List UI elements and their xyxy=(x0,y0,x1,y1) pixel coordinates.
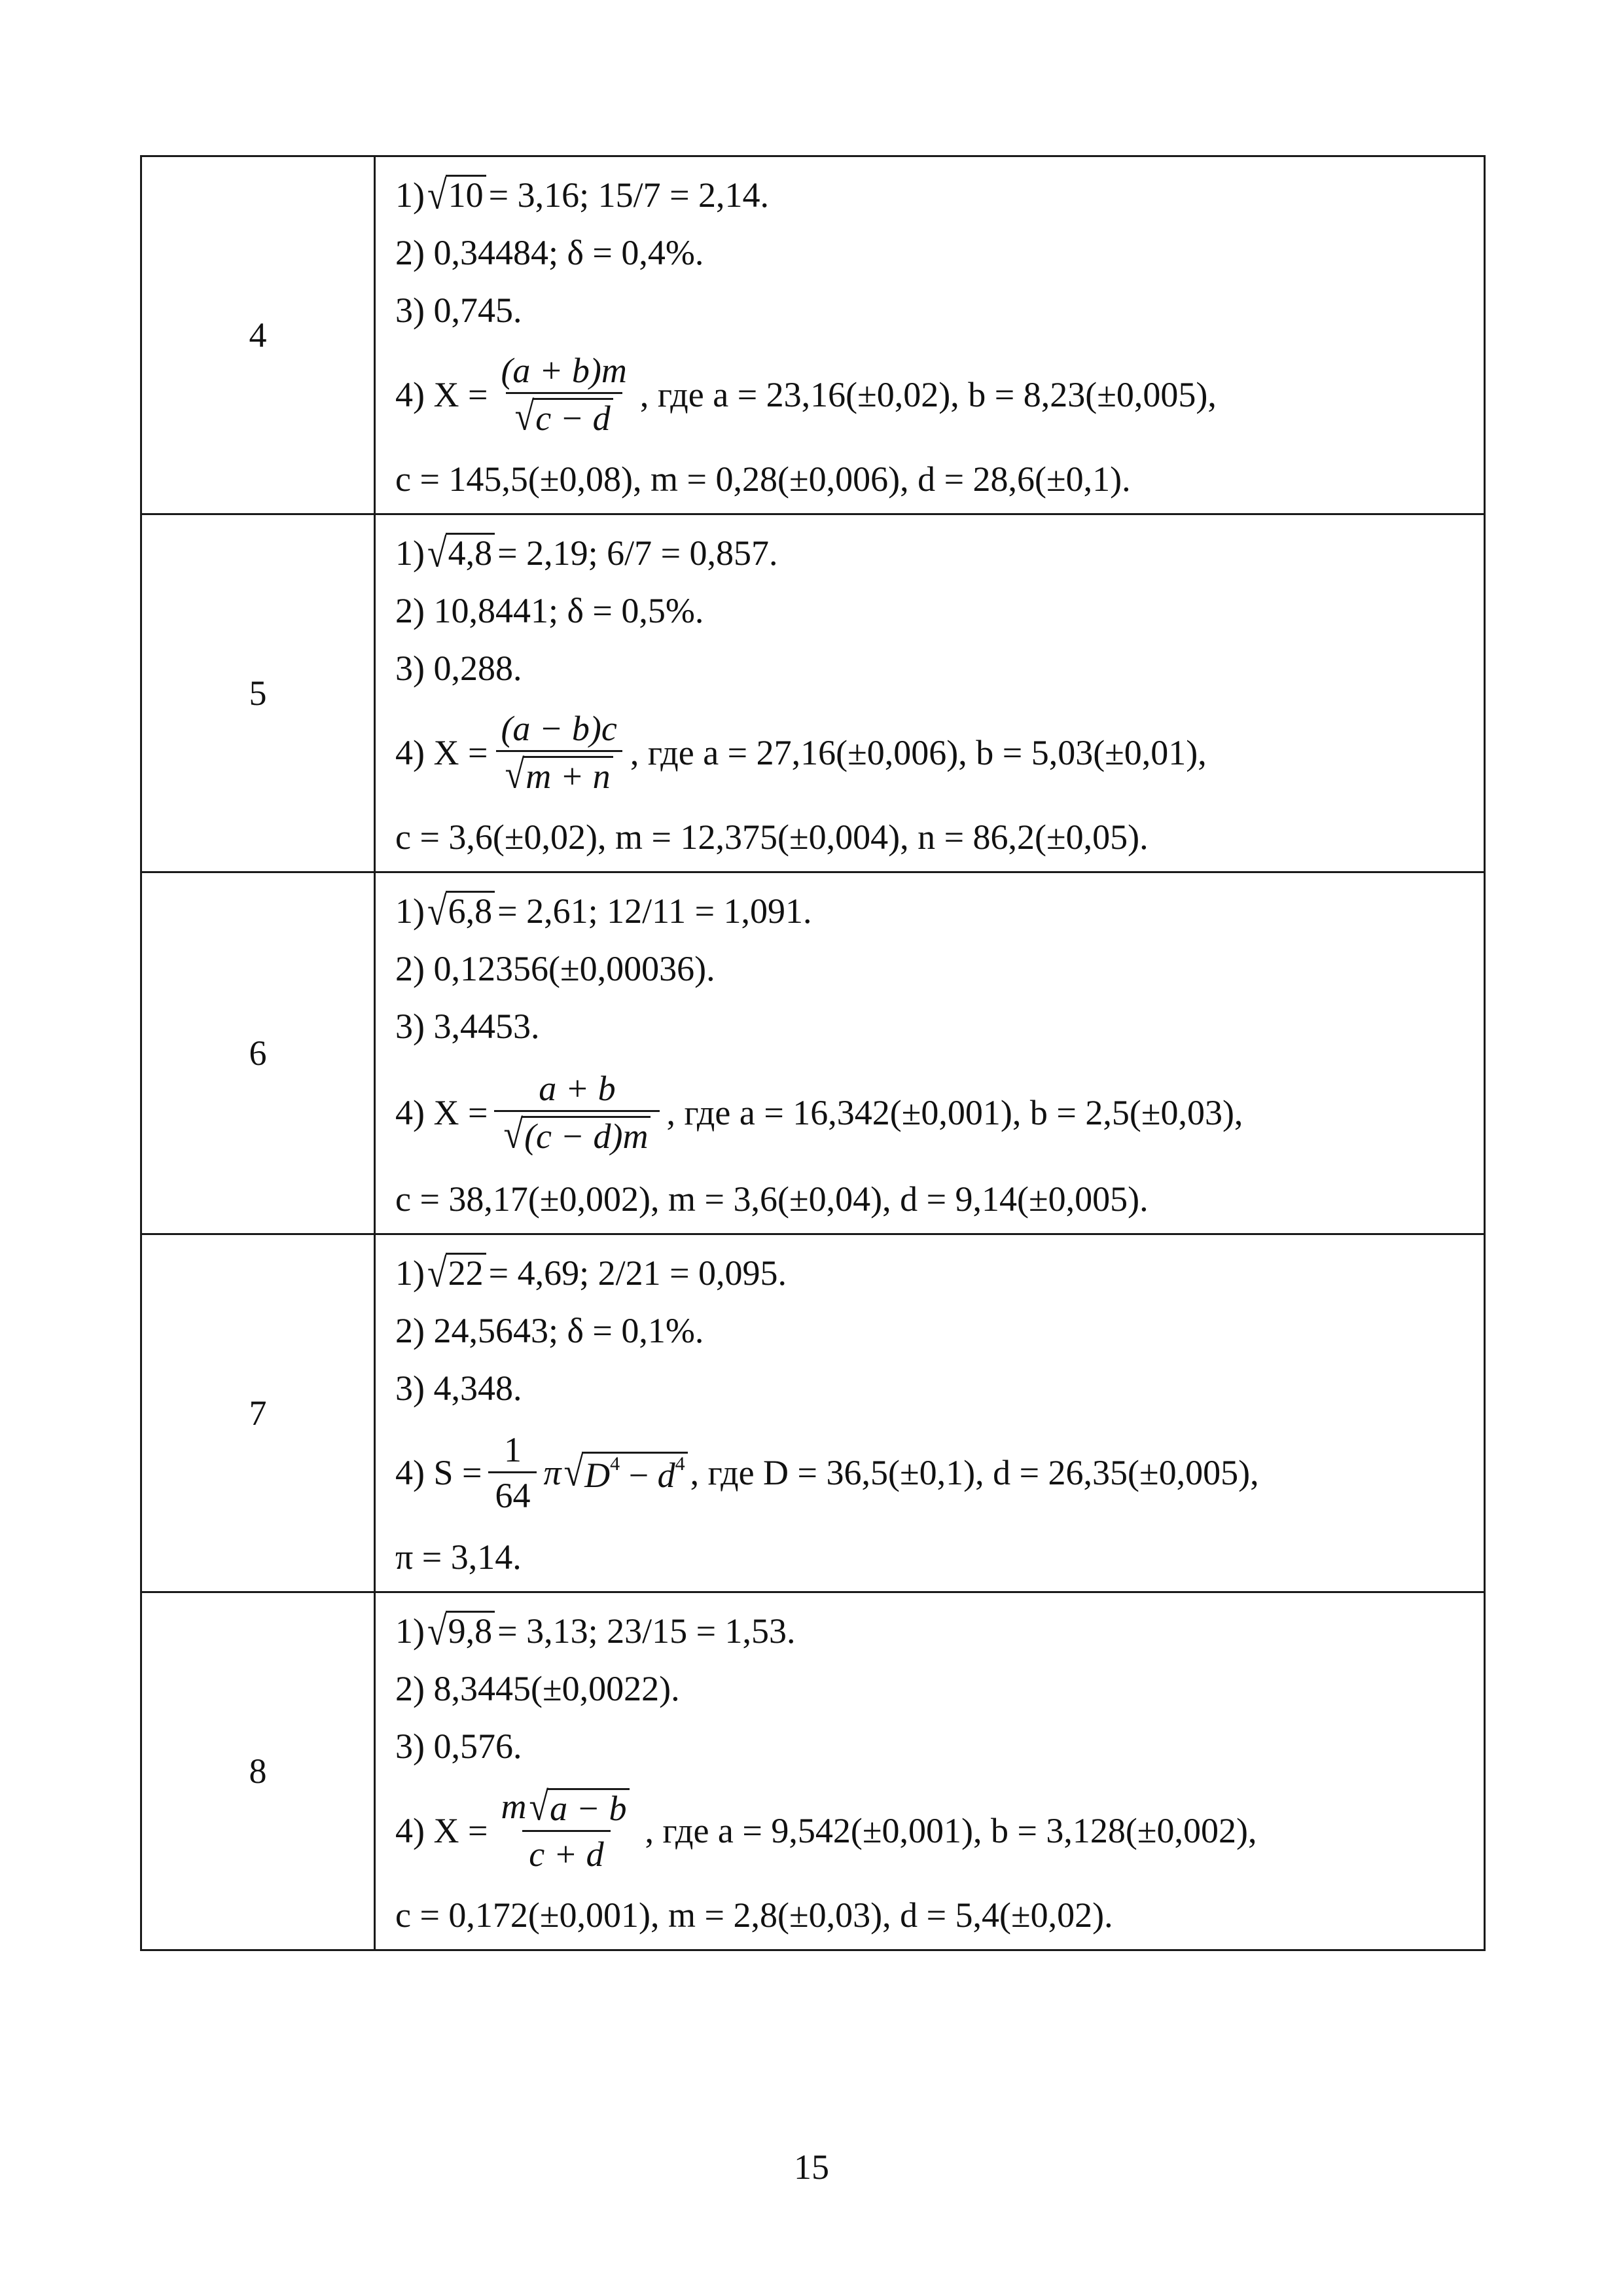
task-1 xyxy=(395,166,1484,224)
task-3: 3) 0,288. xyxy=(395,649,522,688)
table-row xyxy=(141,872,1485,1234)
variant-number: 5 xyxy=(141,514,375,872)
task-cell xyxy=(375,1592,1485,1950)
fraction-numerator: (a − b)c xyxy=(501,709,617,749)
fraction-numerator: 1 xyxy=(503,1429,522,1469)
sqrt-expression: √ $D^4 - d^4$ xyxy=(564,1452,688,1494)
task-text: = 3,16; 15/7 = 2,14. xyxy=(488,175,770,215)
pi-symbol: π xyxy=(543,1453,562,1492)
formula-suffix: , где a = 9,542(±0,001), b = 3,128(±0,002), xyxy=(645,1811,1257,1850)
formula-suffix: , где a = 16,342(±0,001), b = 2,5(±0,03), xyxy=(666,1093,1243,1132)
task-4-formula xyxy=(395,1417,1484,1528)
formula-prefix: 4) S = xyxy=(395,1453,482,1492)
task-label: 1) xyxy=(395,175,425,215)
formula-prefix: 4) X = xyxy=(395,1093,488,1132)
formula-continuation: π = 3,14. xyxy=(395,1537,522,1577)
variant-number: 7 xyxy=(141,1234,375,1592)
task-text: = 3,13; 23/15 = 1,53. xyxy=(497,1611,796,1651)
task-1 xyxy=(395,524,1484,582)
task-label: 1) xyxy=(395,1253,425,1293)
formula-prefix: 4) X = xyxy=(395,733,488,772)
task-1 xyxy=(395,1602,1484,1660)
fraction-denominator: 64 xyxy=(488,1471,537,1515)
task-label: 1) xyxy=(395,533,425,573)
page-number: 15 xyxy=(794,2147,829,2187)
task-2: 2) 0,34484; δ = 0,4%. xyxy=(395,233,704,272)
task-label: 1) xyxy=(395,1611,425,1651)
variant-number: 8 xyxy=(141,1592,375,1950)
task-2: 2) 24,5643; δ = 0,1%. xyxy=(395,1311,704,1350)
fraction-numerator: (a + b)m xyxy=(501,351,627,391)
task-3: 3) 4,348. xyxy=(395,1369,522,1408)
task-1 xyxy=(395,882,1484,940)
task-text: = 4,69; 2/21 = 0,095. xyxy=(488,1253,787,1293)
fraction-numerator: a + b xyxy=(539,1069,616,1109)
task-2: 2) 0,12356(±0,00036). xyxy=(395,949,715,988)
task-3: 3) 3,4453. xyxy=(395,1007,540,1046)
fraction xyxy=(494,1784,638,1874)
task-3: 3) 0,576. xyxy=(395,1727,522,1766)
fraction-denominator: c + d xyxy=(522,1830,610,1873)
fraction xyxy=(494,710,623,795)
fraction xyxy=(494,1070,660,1155)
table-row xyxy=(141,514,1485,872)
variant-number: 6 xyxy=(141,872,375,1234)
sqrt-expression: √ 9,8 xyxy=(427,1611,495,1651)
task-text: = 2,61; 12/11 = 1,091. xyxy=(497,891,812,931)
formula-suffix: , где D = 36,5(±0,1), d = 26,35(±0,005), xyxy=(690,1453,1259,1492)
formula-continuation: c = 145,5(±0,08), m = 0,28(±0,006), d = 28,6(±0,1). xyxy=(395,459,1131,499)
sqrt-expression: √ 22 xyxy=(427,1253,486,1293)
task-4-formula xyxy=(395,339,1484,450)
fraction xyxy=(488,1431,537,1514)
formula-continuation: c = 38,17(±0,002), m = 3,6(±0,04), d = 9,14(±0,005). xyxy=(395,1179,1149,1219)
task-cell xyxy=(375,156,1485,514)
formula-suffix: , где a = 27,16(±0,006), b = 5,03(±0,01), xyxy=(630,733,1207,772)
formula-continuation: c = 0,172(±0,001), m = 2,8(±0,03), d = 5,4(±0,02). xyxy=(395,1895,1113,1935)
task-cell xyxy=(375,1234,1485,1592)
task-2: 2) 10,8441; δ = 0,5%. xyxy=(395,591,704,630)
table-row xyxy=(141,1592,1485,1950)
variants-table xyxy=(140,155,1486,1951)
task-label: 1) xyxy=(395,891,425,931)
formula-suffix: , где a = 23,16(±0,02), b = 8,23(±0,005), xyxy=(639,375,1217,414)
sqrt-expression: √ 4,8 xyxy=(427,533,495,573)
task-cell xyxy=(375,514,1485,872)
fraction-denominator: √ c − d xyxy=(506,392,622,437)
task-4-formula xyxy=(395,697,1484,808)
task-1 xyxy=(395,1244,1484,1302)
task-4-formula xyxy=(395,1055,1484,1170)
sqrt-expression: √ 6,8 xyxy=(427,891,495,931)
task-cell xyxy=(375,872,1485,1234)
formula-prefix: 4) X = xyxy=(395,1811,488,1850)
formula-continuation: c = 3,6(±0,02), m = 12,375(±0,004), n = 86,2(±0,05). xyxy=(395,817,1149,857)
table-row xyxy=(141,156,1485,514)
fraction-numerator: m √ a − b xyxy=(494,1788,638,1830)
sqrt-expression: √ 10 xyxy=(427,175,486,215)
task-2: 2) 8,3445(±0,0022). xyxy=(395,1669,680,1708)
table-row xyxy=(141,1234,1485,1592)
formula-prefix: 4) X = xyxy=(395,375,488,414)
task-3: 3) 0,745. xyxy=(395,291,522,330)
variant-number: 4 xyxy=(141,156,375,514)
fraction-denominator: √ (c − d)m xyxy=(494,1110,660,1155)
task-4-formula xyxy=(395,1775,1484,1886)
fraction-denominator: √ m + n xyxy=(496,750,622,795)
task-text: = 2,19; 6/7 = 0,857. xyxy=(497,533,778,573)
fraction xyxy=(494,352,633,437)
